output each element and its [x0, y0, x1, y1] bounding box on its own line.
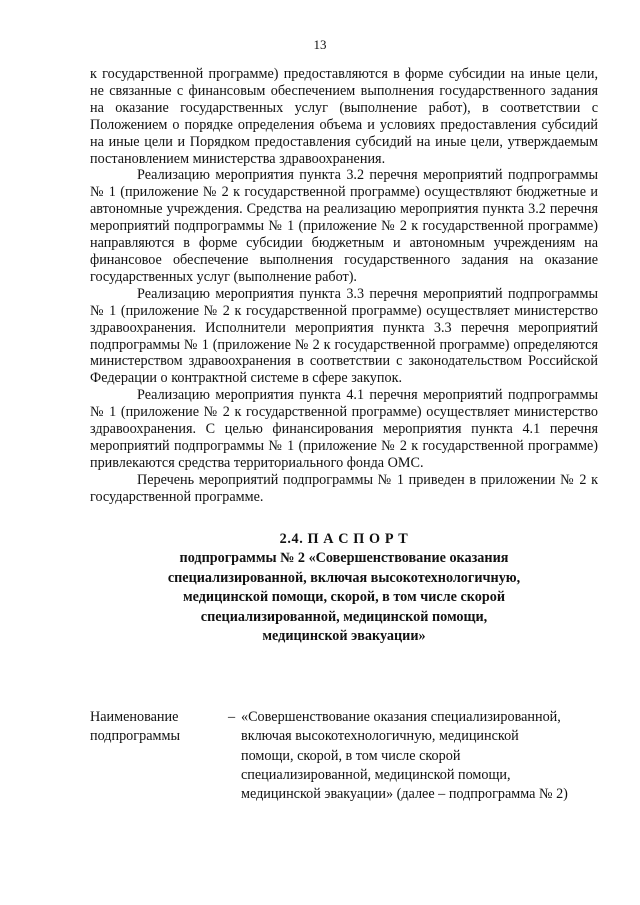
subprogram-title-line: медицинской помощи, скорой, в том числе скорой: [182, 589, 506, 606]
passport-value-line: медицинской эвакуации» (далее – подпрограмма № 2): [241, 786, 568, 803]
passport-row-label: [90, 708, 220, 747]
section-heading: [90, 530, 598, 647]
passport-label-line: Наименование: [90, 709, 179, 725]
paragraph-measures-list: Перечень мероприятий подпрограммы № 1 приведен в приложении № 2 к государственной программе.: [90, 471, 598, 505]
page-number: 13: [313, 37, 327, 52]
section-title: 2.4. П А С П О Р Т: [279, 530, 409, 547]
passport-label-line: подпрограммы: [90, 728, 180, 745]
passport-value-line: помощи, скорой, в том числе скорой: [241, 747, 461, 764]
subprogram-title-line: специализированной, включая высокотехнологичную,: [167, 569, 521, 586]
passport-value-line: специализированной, медицинской помощи,: [241, 766, 511, 783]
subprogram-title-line: подпрограммы № 2 «Совершенствование оказания: [179, 550, 509, 567]
paragraph-measure-4-1: Реализацию мероприятия пункта 4.1 перечня мероприятий подпрограммы № 1 (приложение № 2 к государственной программе) осуществляет министерство здравоохранения. С целью финансирования мероприятия пункта 4.1 перечня мероприятий подпрограммы № 1 (приложение № 2 к государственной программе) привлекаются средства территориального фонда ОМС.: [90, 387, 598, 471]
subprogram-title-line: специализированной, медицинской помощи,: [200, 608, 488, 625]
paragraph-measure-3-3: Реализацию мероприятия пункта 3.3 перечня мероприятий подпрограммы № 1 (приложение № 2 к государственной программе) осуществляет министерство здравоохранения. Исполнители мероприятия пункта 3.3 перечня мероприятий подпрограммы № 1 (приложение № 2 к государственной программе) определяются министерством здравоохранения в соответствии с законодательством Российской Федерации о контрактной системе в сфере закупок.: [90, 285, 598, 387]
passport-value-line: включая высокотехнологичную, медицинской: [241, 728, 519, 745]
passport-row-dash: –: [228, 709, 236, 725]
document-body: [90, 66, 598, 647]
paragraph-subsidy-continuation: к государственной программе) предоставляются в форме субсидии на иные цели, не связанные с финансовым обеспечением выполнения государственного задания на оказание государственных услуг (выполнение работ), в соответствии с Положением о порядке определения объема и условиях предоставления субсидий на иные цели и Порядком предоставления субсидий на иные цели, утверждаемым постановлением министерства здравоохранения.: [90, 66, 598, 167]
passport-row-value: [241, 708, 600, 804]
passport-value-line: «Совершенствование оказания специализированной,: [241, 709, 561, 725]
subprogram-title-line: медицинской эвакуации»: [262, 628, 426, 645]
paragraph-measure-3-2: Реализацию мероприятия пункта 3.2 перечня мероприятий подпрограммы № 1 (приложение № 2 к государственной программе) осуществляют бюджетные и автономные учреждения. Средства на реализацию мероприятия пункта 3.2 перечня мероприятий подпрограммы № 1 (приложение № 2 к государственной программе) направляются в форме субсидии бюджетным и автономным учреждениям на финансовое обеспечение выполнения государственного задания на оказание государственных услуг (выполнение работ).: [90, 167, 598, 285]
